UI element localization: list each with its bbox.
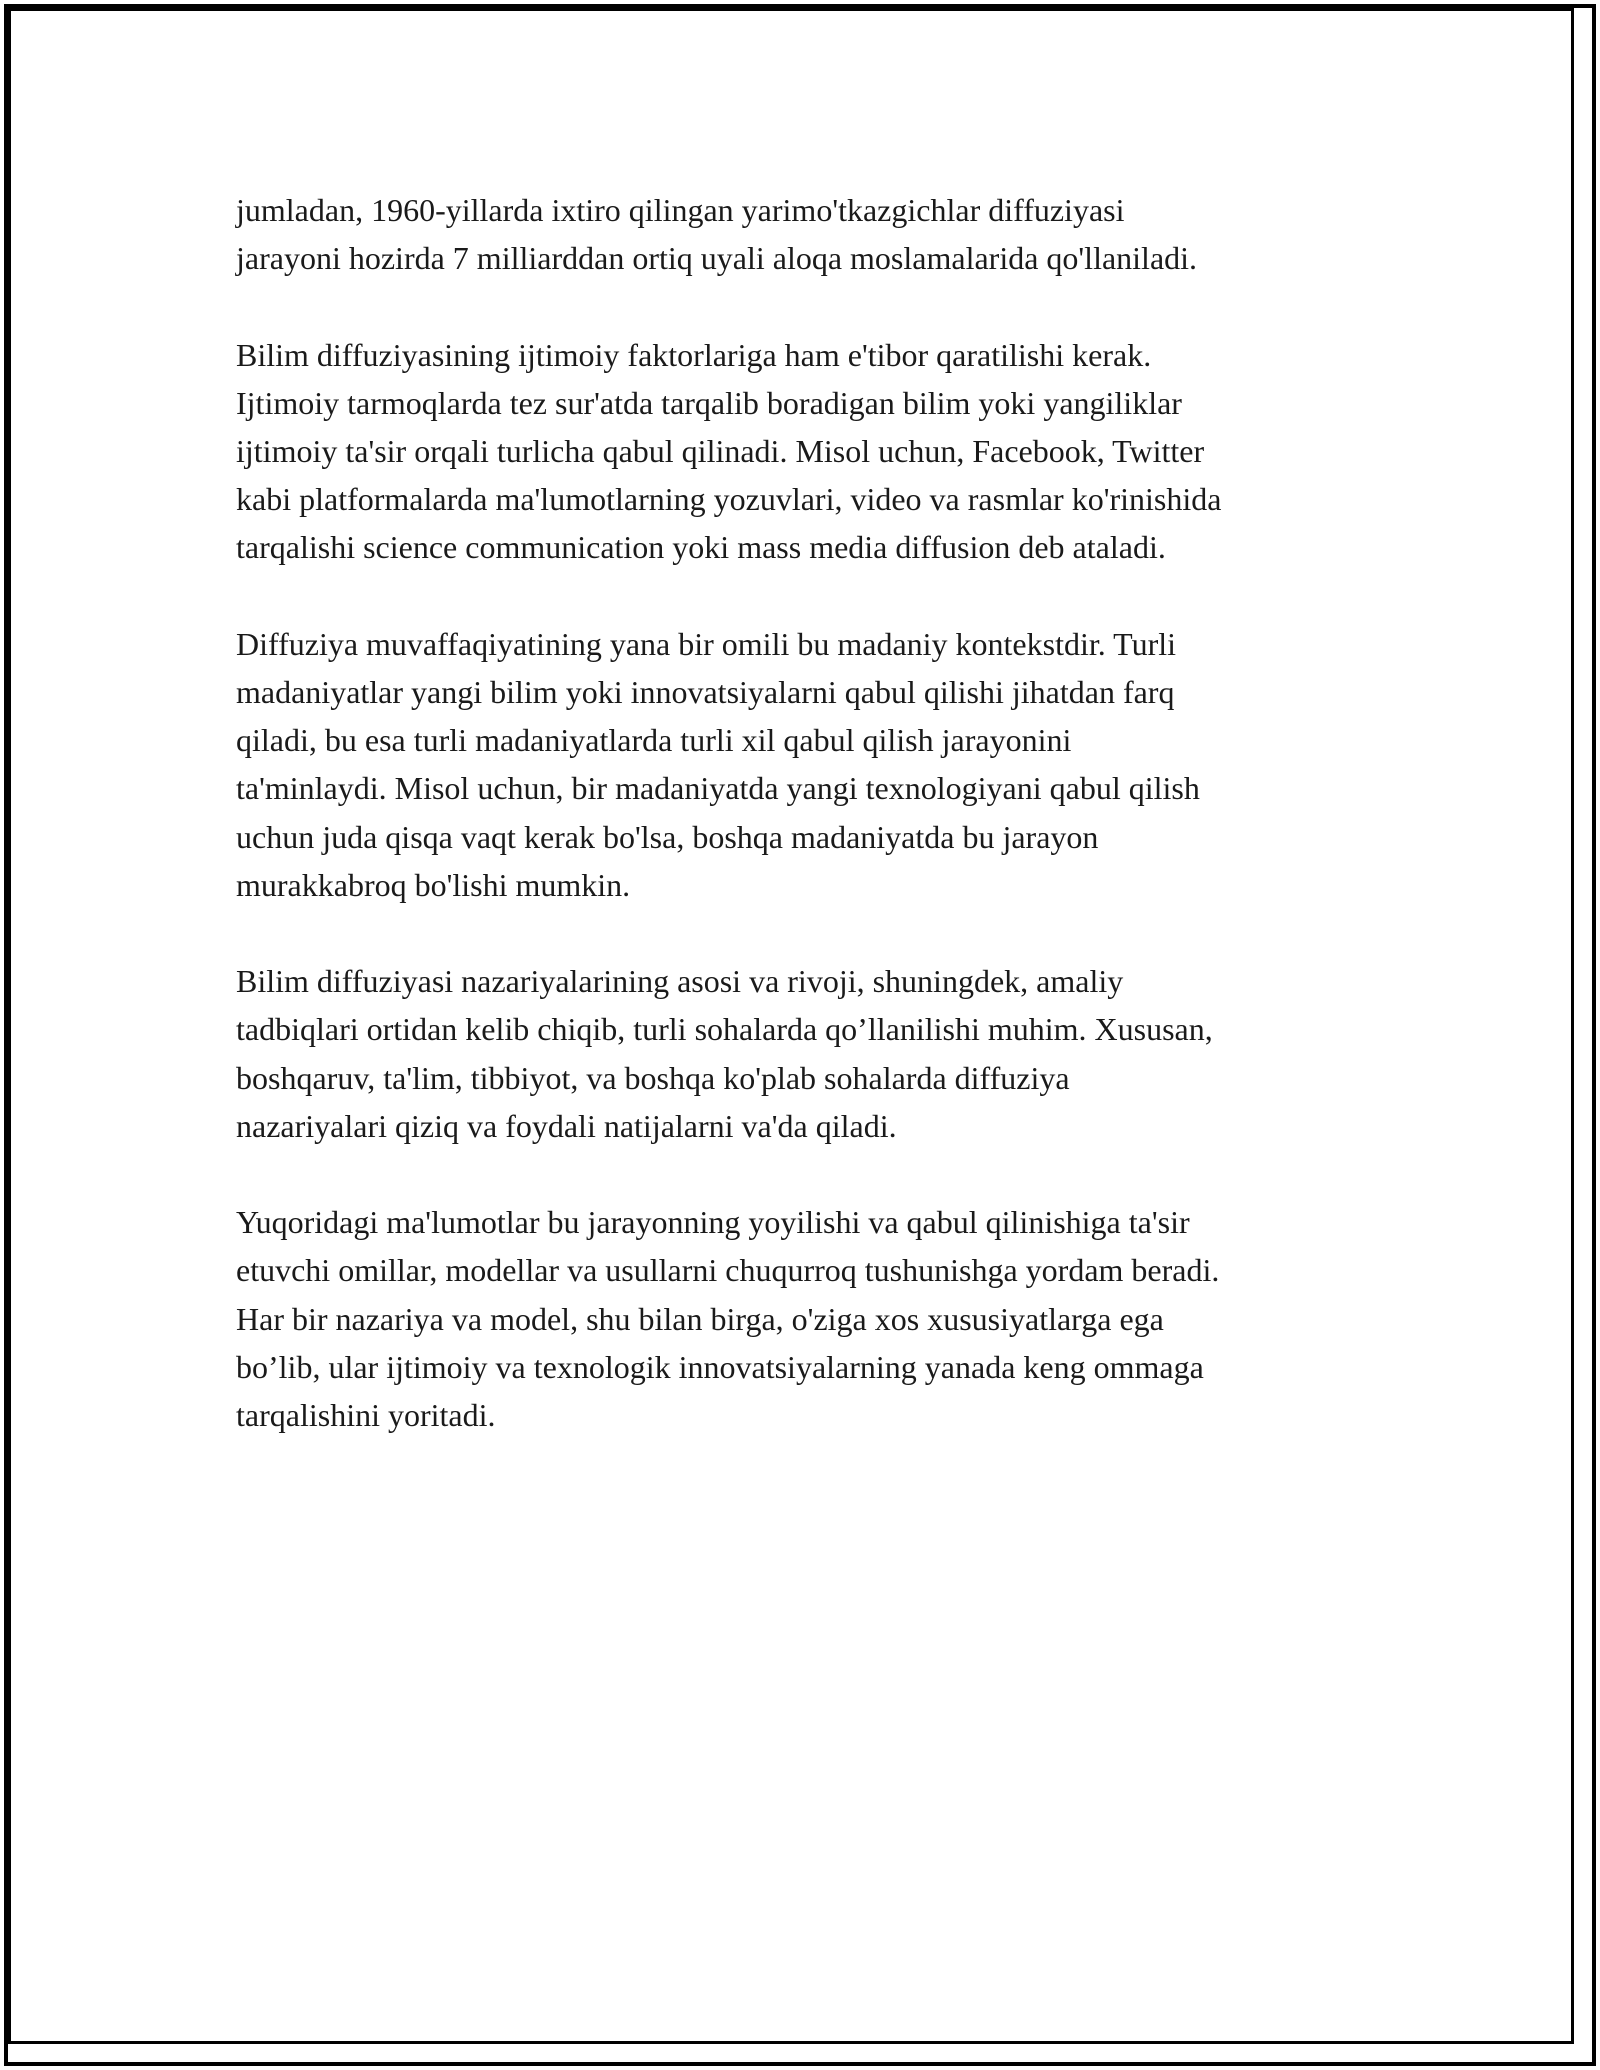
paragraph-2: Bilim diffuziyasining ijtimoiy faktorlariga ham e'tibor qaratilishi kerak. Ijtimoiy tarmoqlarda tez sur'atda tarqalib boradigan bilim yoki yangiliklar ijtimoiy ta'sir orqali turlicha qabul qilinadi. Misol uchun, Facebook, Twitter kabi platformalarda ma'lumotlarning yozuvlari, video va rasmlar ko'rinishida tarqalishi science communication yoki mass media diffusion deb ataladi. — [236, 336, 1222, 566]
paragraph-5: Yuqoridagi ma'lumotlar bu jarayonning yoyilishi va qabul qilinishiga ta'sir etuvchi omillar, modellar va usullarni chuqurroq tushunishga yordam beradi. Har bir nazariya va model, shu bilan birga, o'ziga xos xususiyatlarga ega bo’lib, ular ijtimoiy va texnologik innovatsiyalarning yanada keng ommaga tarqalishini yoritadi. — [236, 1204, 1220, 1434]
paragraph-1: jumladan, 1960-yillarda ixtiro qilingan yarimo'tkazgichlar diffuziyasi jarayoni hozirda 7 milliarddan ortiq uyali aloqa moslamalarida qo'llaniladi. — [236, 192, 1198, 277]
paragraph-3: Diffuziya muvaffaqiyatining yana bir omili bu madaniy kontekstdir. Turli madaniyatlar yangi bilim yoki innovatsiyalarni qabul qilishi jihatdan farq qiladi, bu esa turli madaniyatlarda turli xil qabul qilish jarayonini ta'minlaydi. Misol uchun, bir madaniyatda yangi texnologiyani qabul qilish uchun juda qisqa vaqt kerak bo'lsa, boshqa madaniyatda bu jarayon murakkabroq bo'lishi mumkin. — [236, 625, 1200, 903]
paragraph-4: Bilim diffuziyasi nazariyalarining asosi va rivoji, shuningdek, amaliy tadbiqlari ortidan kelib chiqib, turli sohalarda qo’llanilishi muhim. Xususan, boshqaruv, ta'lim, tibbiyot, va boshqa ko'plab sohalarda diffuziya nazariyalari qiziq va foydali natijalarni va'da qiladi. — [236, 963, 1213, 1144]
document-body — [236, 186, 1376, 1487]
